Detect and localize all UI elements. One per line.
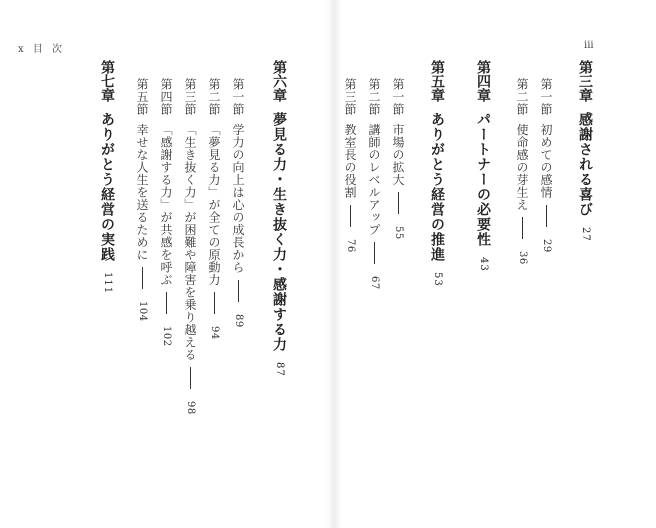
toc-section-5-3[interactable]: [344, 78, 356, 252]
section-title: 学力の向上は心の成長から: [231, 123, 245, 274]
section-page: 76: [345, 238, 356, 253]
leader-dash: [166, 292, 167, 314]
section-title: 「生き抜く力」が困難や障害を乗り越える: [183, 123, 197, 361]
chapter-title: 感謝される喜び: [577, 112, 593, 217]
section-title: 使命感の芽生え: [515, 123, 529, 211]
chapter-title: 夢見る力・生き抜く力・感謝する力: [271, 112, 287, 352]
leader-dash: [214, 292, 215, 314]
chapter-title: ありがとう経営の実践: [99, 112, 115, 262]
toc-chapter-4[interactable]: [476, 60, 490, 272]
section-title: 「感謝する力」が共感を呼ぶ: [159, 123, 173, 286]
chapter-title: ありがとう経営の推進: [429, 112, 445, 262]
toc-section-3-1[interactable]: [540, 78, 552, 252]
section-title: 初めての感情: [539, 123, 553, 199]
chapter-page: 53: [432, 272, 443, 287]
page-number-right: iii: [584, 40, 594, 51]
leader-dash: [238, 280, 239, 302]
page-gutter: [326, 0, 342, 528]
chapter-number: 第六章: [271, 60, 287, 102]
toc-section-6-3[interactable]: [184, 78, 196, 415]
chapter-page: 87: [274, 362, 285, 377]
section-number: 第三節: [183, 78, 197, 116]
chapter-page: 27: [580, 227, 591, 242]
section-number: 第一節: [391, 78, 405, 116]
toc-chapter-5[interactable]: [430, 60, 444, 287]
section-page: 89: [233, 313, 244, 328]
section-page: 98: [185, 401, 196, 415]
section-number: 第四節: [159, 78, 173, 116]
section-number: 第五節: [135, 78, 149, 116]
toc-chapter-3[interactable]: [578, 60, 592, 242]
chapter-page: 111: [102, 272, 113, 295]
chapter-number: 第三章: [577, 60, 593, 102]
leader-dash: [398, 192, 399, 214]
leader-dash: [190, 367, 191, 389]
section-number: 第二節: [367, 78, 381, 116]
section-page: 94: [209, 326, 220, 340]
chapter-title: パートナーの必要性: [475, 112, 491, 247]
leader-dash: [522, 217, 523, 239]
section-page: 55: [393, 226, 404, 240]
section-page: 104: [137, 301, 148, 322]
leader-dash: [546, 205, 547, 227]
chapter-page: 43: [478, 257, 489, 272]
section-number: 第三節: [343, 78, 357, 116]
toc-section-3-2[interactable]: [516, 78, 528, 265]
section-title: 市場の拡大: [391, 123, 405, 186]
toc-section-6-2[interactable]: [208, 78, 220, 340]
toc-section-6-5[interactable]: [136, 78, 148, 322]
section-number: 第一節: [539, 78, 553, 116]
section-page: 29: [541, 238, 552, 253]
toc-section-5-1[interactable]: [392, 78, 404, 240]
toc-chapter-7[interactable]: [100, 60, 114, 294]
section-page: 67: [369, 276, 380, 290]
running-header-left: x 目 次: [18, 44, 65, 55]
section-page: 102: [161, 326, 172, 347]
section-number: 第一節: [231, 78, 245, 116]
chapter-number: 第四章: [475, 60, 491, 102]
toc-section-6-4[interactable]: [160, 78, 172, 347]
section-page: 36: [517, 251, 528, 265]
section-title: 講師のレベルアップ: [367, 123, 381, 236]
toc-section-5-2[interactable]: [368, 78, 380, 290]
chapter-number: 第七章: [99, 60, 115, 102]
toc-section-6-1[interactable]: [232, 78, 244, 327]
section-title: 「夢見る力」が全ての原動力: [207, 123, 221, 286]
chapter-number: 第五章: [429, 60, 445, 102]
leader-dash: [142, 267, 143, 289]
section-title: 教室長の役割: [343, 123, 357, 199]
leader-dash: [350, 205, 351, 227]
leader-dash: [374, 242, 375, 264]
section-number: 第二節: [515, 78, 529, 116]
section-title: 幸せな人生を送るために: [135, 123, 149, 261]
toc-chapter-6[interactable]: [272, 60, 286, 377]
section-number: 第二節: [207, 78, 221, 116]
